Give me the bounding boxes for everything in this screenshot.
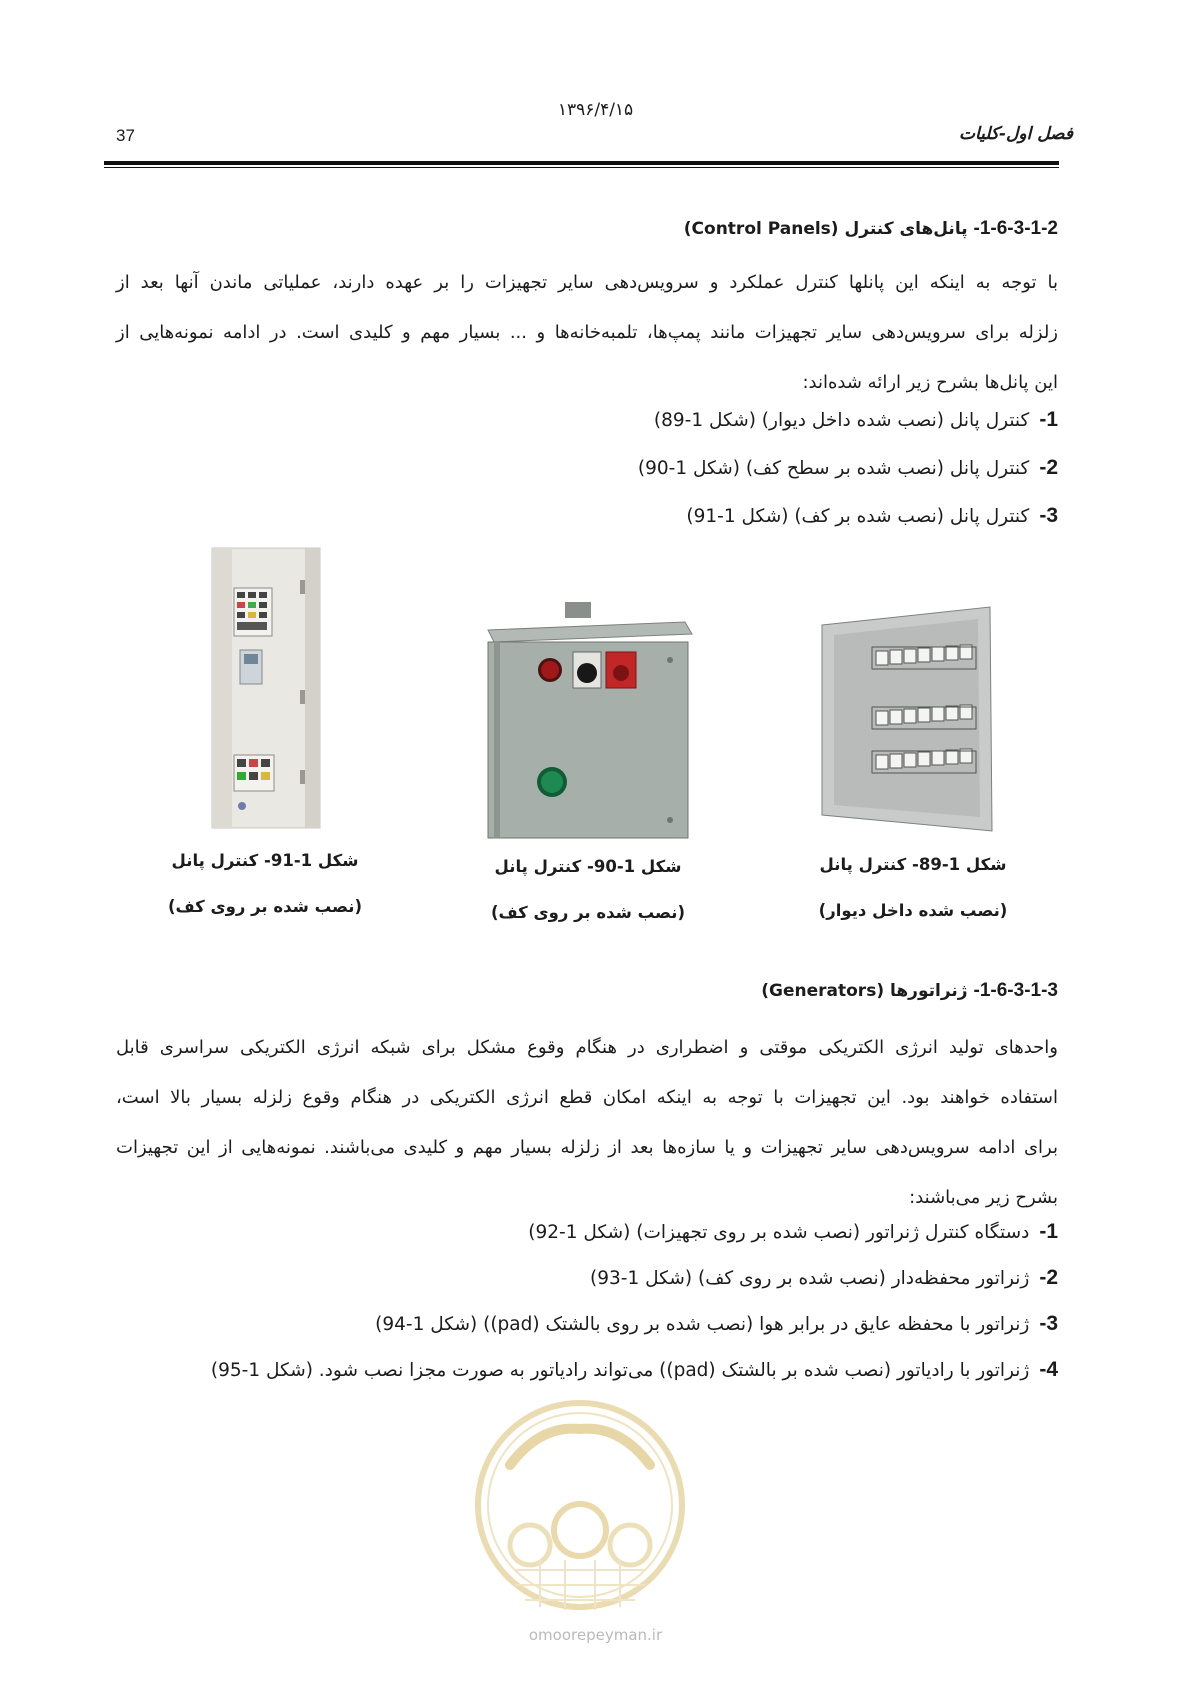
list-item-text: کنترل پانل (نصب شده بر سطح کف) (شکل 1-90): [637, 458, 1030, 479]
list-item-number: 2-: [1039, 456, 1058, 479]
figure-caption: [483, 844, 693, 936]
section-title-en: (Control Panels): [683, 219, 839, 239]
figure-caption: [160, 838, 370, 930]
section-number: 1-6-3-1-2-: [973, 218, 1058, 239]
section-heading-generators: [761, 980, 1058, 1002]
section-paragraph: [116, 1023, 1058, 1223]
list-item-number: 4-: [1039, 1358, 1058, 1381]
figure-caption-line: شکل 1-89- کنترل پانل: [819, 855, 1007, 874]
list-item-text: ژنراتور با محفظه عایق در برابر هوا (نصب شده بر روی بالشتک (pad)) (شکل 1-94): [375, 1314, 1030, 1335]
section-title-en: (Generators): [761, 981, 885, 1001]
list-item-number: 3-: [1039, 504, 1058, 527]
paragraph-line: واحدهای تولید انرژی الکتریکی موقتی و اضطراری در هنگام وقوع مشکل برای شبکه انرژی الکتریکی سراسری قابل: [116, 1037, 1058, 1058]
list-item: [654, 408, 1058, 432]
figure-caption-line: (نصب شده داخل دیوار): [818, 901, 1008, 920]
paragraph-line: استفاده خواهند بود. این تجهیزات با توجه به اینکه امکان قطع انرژی الکتریکی در هنگام وقوع زلزله بسیار بالا است،: [116, 1087, 1058, 1108]
page-number: 37: [116, 126, 135, 145]
chapter-title: فصل اول-کلیات: [958, 124, 1073, 144]
watermark-site: omoorepeyman.ir: [528, 1626, 663, 1644]
header-rule-thick: [104, 161, 1059, 165]
figure-caption-line: شکل 1-90- کنترل پانل: [494, 857, 682, 876]
paragraph-line: برای ادامه سرویس‌دهی سایر تجهیزات و یا سازه‌ها بعد از زلزله بسیار مهم و کلیدی می‌باشند. نمونه‌هایی از این تجهیزات: [116, 1137, 1058, 1158]
figure-caption-line: شکل 1-91- کنترل پانل: [171, 851, 359, 870]
list-item-text: دستگاه کنترل ژنراتور (نصب شده بر روی تجهیزات) (شکل 1-92): [528, 1222, 1030, 1243]
paragraph-line: بشرح زیر می‌باشند:: [909, 1187, 1058, 1208]
surface-mounted-control-panel-image: [480, 600, 695, 840]
paragraph-line: زلزله برای سرویس‌دهی سایر تجهیزات مانند پمپ‌ها، تلمبه‌خانه‌ها و ... بسیار مهم و کلیدی است. در ادامه نمونه‌هایی از: [116, 322, 1058, 343]
list-item-number: 1-: [1039, 408, 1058, 431]
figure-caption-line: (نصب شده بر روی کف): [490, 903, 686, 922]
list-item-number: 3-: [1039, 1312, 1058, 1335]
paragraph-line: این پانل‌ها بشرح زیر ارائه شده‌اند:: [802, 372, 1058, 393]
list-item: [375, 1312, 1058, 1336]
list-item: [638, 456, 1058, 480]
list-item-text: کنترل پانل (نصب شده داخل دیوار) (شکل 1-89): [653, 410, 1030, 431]
floor-standing-control-panel-image: [200, 540, 330, 830]
header-date: ۱۳۹۶/۴/۱۵: [557, 100, 634, 120]
list-item-number: 2-: [1039, 1266, 1058, 1289]
list-item: [528, 1220, 1058, 1244]
list-item-number: 1-: [1039, 1220, 1058, 1243]
header-rule-thin: [104, 167, 1059, 168]
list-item-text: کنترل پانل (نصب شده بر کف) (شکل 1-91): [686, 506, 1030, 527]
flush-wall-control-panel-image: [820, 605, 1000, 835]
section-title: پانل‌های کنترل: [844, 219, 968, 239]
section-paragraph: [116, 258, 1058, 408]
paragraph-line: با توجه به اینکه این پانلها کنترل عملکرد و سرویس‌دهی سایر تجهیزات را بر عهده دارند، عملیاتی ماندن آنها بعد از: [116, 272, 1058, 293]
section-heading-control-panels: [684, 218, 1058, 240]
list-item: [211, 1358, 1058, 1382]
list-item: [686, 504, 1058, 528]
list-item-text: ژنراتور با رادیاتور (نصب شده بر بالشتک (pad)) می‌تواند رادیاتور به صورت مجزا نصب شود. (شکل 1-95): [210, 1360, 1030, 1381]
list-item-text: ژنراتور محفظه‌دار (نصب شده بر روی کف) (شکل 1-93): [590, 1268, 1030, 1289]
section-number: 1-6-3-1-3-: [973, 980, 1058, 1001]
figure-caption: [808, 842, 1018, 934]
section-title: ژنراتورها: [890, 981, 968, 1001]
list-item: [590, 1266, 1058, 1290]
figure-caption-line: (نصب شده بر روی کف): [167, 897, 363, 916]
watermark-logo: [470, 1395, 690, 1620]
